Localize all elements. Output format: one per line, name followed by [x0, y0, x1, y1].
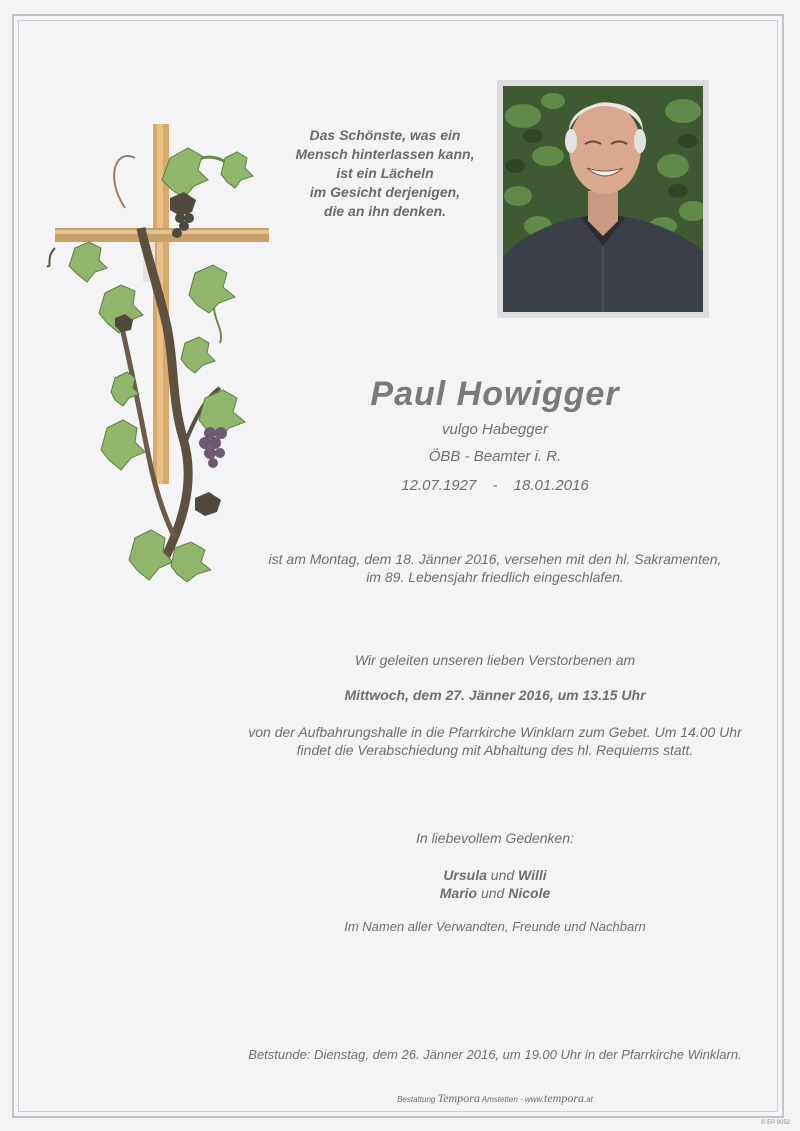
footer-prefix: Bestattung [397, 1095, 436, 1104]
mourners-intro: In liebevollem Gedenken: [416, 830, 574, 846]
portrait-photo [503, 86, 703, 312]
cross-with-grapevine-icon [45, 118, 275, 583]
funeral-details-line: findet die Verabschiedung mit Abhaltung des hl. Requiems statt. [296, 742, 694, 758]
prayer-hour: Betstunde: Dienstag, dem 26. Jänner 2016, um 19.00 Uhr in der Pfarrkirche Winklarn. [248, 1047, 742, 1062]
funeral-date-time: Mittwoch, dem 27. Jänner 2016, um 13.15 Uhr [344, 687, 646, 703]
quote-line: ist ein Lächeln [336, 165, 434, 181]
deceased-nickname: vulgo Habegger [442, 421, 548, 438]
footer-domain-suffix: .at [584, 1095, 593, 1104]
footer-location: Amstetten - www. [481, 1095, 544, 1104]
mourner-joiner: und [480, 885, 505, 901]
deceased-name: Paul Howigger [370, 375, 620, 413]
portrait-photo-frame [497, 80, 709, 318]
deceased-occupation: ÖBB - Beamter i. R. [428, 448, 562, 465]
announcement-line: im 89. Lebensjahr friedlich eingeschlafen. [366, 569, 624, 585]
quote-line: Mensch hinterlassen kann, [295, 146, 475, 162]
mourner-couple [230, 884, 760, 902]
print-code: © EP 9052 [761, 1120, 790, 1126]
birth-date: 12.07.1927 [401, 477, 477, 494]
mourner-name: Mario [439, 885, 478, 901]
announcement-line: ist am Montag, dem 18. Jänner 2016, versehen mit den hl. Sakramenten, [268, 551, 722, 567]
life-dates [230, 477, 760, 494]
death-announcement [230, 550, 760, 586]
memorial-quote [280, 126, 490, 221]
mourner-name: Willi [518, 867, 547, 883]
mourner-couple [230, 866, 760, 884]
date-separator: - [492, 477, 498, 494]
mourner-name: Nicole [508, 885, 551, 901]
mourner-name: Ursula [443, 867, 487, 883]
quote-line: im Gesicht derjenigen, [309, 184, 461, 200]
footer-domain-brand: tempora [544, 1091, 584, 1105]
quote-line: die an ihn denken. [323, 203, 447, 219]
mourners-closing: Im Namen aller Verwandten, Freunde und Nachbarn [344, 919, 646, 934]
funeral-details [230, 723, 760, 759]
mourner-joiner: und [490, 867, 515, 883]
mourners-names [230, 866, 760, 902]
quote-line: Das Schönste, was ein [309, 127, 461, 143]
funeral-details-line: von der Aufbahrungshalle in die Pfarrkirche Winklarn zum Gebet. Um 14.00 Uhr [248, 724, 742, 740]
undertaker-footer [230, 1091, 760, 1106]
footer-brand: Tempora [437, 1091, 480, 1105]
death-date: 18.01.2016 [513, 477, 589, 494]
funeral-intro: Wir geleiten unseren lieben Verstorbenen am [354, 652, 636, 668]
